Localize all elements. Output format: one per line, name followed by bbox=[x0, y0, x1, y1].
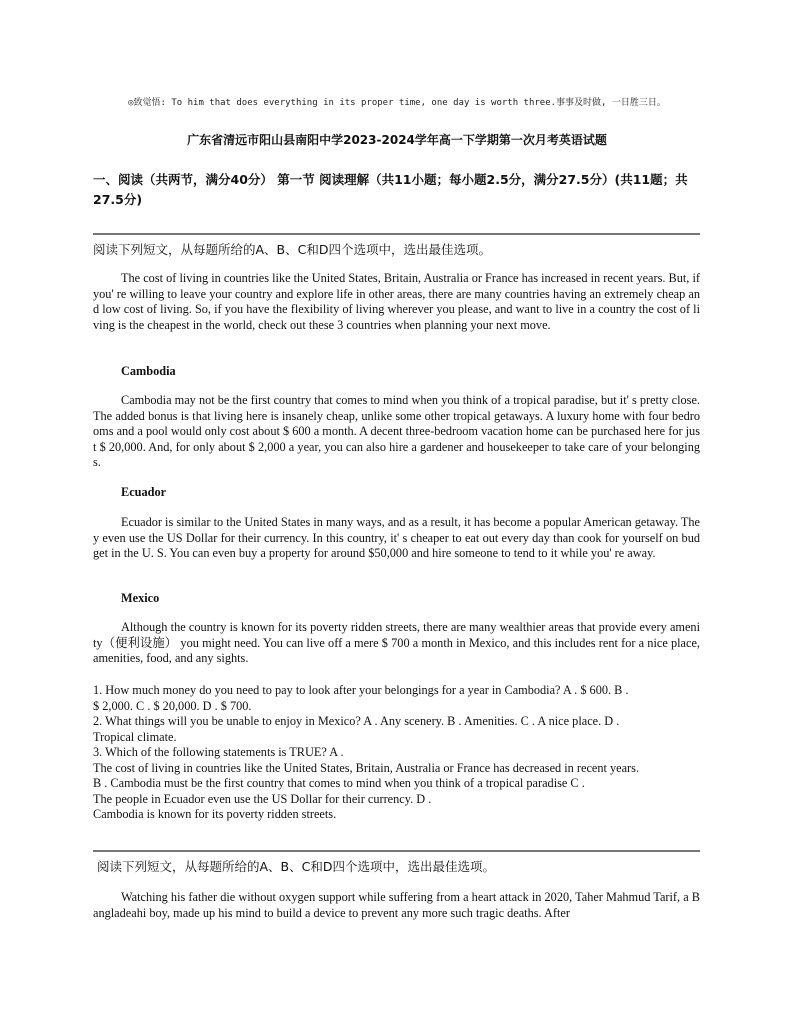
ecuador-heading: Ecuador bbox=[121, 485, 167, 499]
cambodia-paragraph: Cambodia may not be the first country that comes to mind when you think of a tropical paradise, but it' s pretty close. The added bonus is that living here is insanely cheap, unlike some other tropical getaways. A luxury home with four bedrooms and a pool would only cost about $ 600 a month. A decent three-bedroom vacation home can be purchased here for just $ 20,000. And, for only about $ 2,000 a year, you can also hire a gardener and housekeeper to take care of your belongings. bbox=[93, 393, 700, 469]
ecuador-paragraph: Ecuador is similar to the United States in many ways, and as a result, it has become a popular American getaway. They even use the US Dollar for their currency. In this country, it' s cheaper to eat out every day than cook for yourself on budget in the U. S. You can even buy a property for around $50,000 and hire someone to tend to it while you' re away. bbox=[93, 515, 700, 560]
question-line: Cambodia is known for its poverty ridden streets. bbox=[93, 807, 337, 821]
passage2-intro: Watching his father die without oxygen support while suffering from a heart attack in 2020, Taher Mahmud Tarif, a Bangladeahi boy, made up his mind to build a device to prevent any more such tragic deaths. After bbox=[93, 890, 700, 920]
question-line: 2. What things will you be unable to enjoy in Mexico? A . Any scenery. B . Amenities. C . A nice place. D . bbox=[93, 714, 620, 728]
question-line: Tropical climate. bbox=[93, 729, 177, 744]
divider bbox=[93, 850, 700, 852]
motto: ◎致觉悟: To him that does everything in its proper time, one day is worth three.事事及时做, 一日胜三日。 bbox=[128, 98, 666, 108]
passage1-instruction: 阅读下列短文，从每题所给的A、B、C和D四个选项中，选出最佳选项。 bbox=[93, 242, 491, 257]
passage2-instruction: 阅读下列短文，从每题所给的A、B、C和D四个选项中，选出最佳选项。 bbox=[97, 859, 495, 874]
question-line: The cost of living in countries like the United States, Britain, Australia or France has decreased in recent years. bbox=[93, 760, 640, 775]
divider bbox=[93, 233, 700, 235]
question-line: B . Cambodia must be the first country that comes to mind when you think of a tropical paradise C . bbox=[93, 776, 585, 790]
mexico-heading: Mexico bbox=[121, 591, 160, 605]
question-line: 1. How much money do you need to pay to look after your belongings for a year in Cambodia? A . $ 600. B . bbox=[93, 683, 629, 697]
question-line: The people in Ecuador even use the US Dollar for their currency. D . bbox=[93, 791, 432, 806]
question-line: 3. Which of the following statements is TRUE? A . bbox=[93, 745, 344, 759]
page-title: 广东省清远市阳山县南阳中学2023-2024学年高一下学期第一次月考英语试题 bbox=[187, 133, 607, 147]
cambodia-heading: Cambodia bbox=[121, 364, 176, 378]
section-heading: 一、阅读（共两节，满分40分） 第一节 阅读理解（共11小题；每小题2.5分，满分27.5分）(共11题；共27.5分) bbox=[93, 172, 688, 207]
question-line: $ 2,000. C . $ 20,000. D . $ 700. bbox=[93, 698, 252, 713]
mexico-paragraph: Although the country is known for its poverty ridden streets, there are many wealthier areas that provide every amenity（便利设施） you might need. You can live off a mere $ 700 a month in Mexico, and this includes rent for a nice place, amenities, food, and any sights. bbox=[93, 620, 700, 665]
passage1-intro: The cost of living in countries like the United States, Britain, Australia or France has increased in recent years. But, if you' re willing to leave your country and explore life in other areas, there are many countries having an extremely cheap and low cost of living. So, if you have the flexibility of living wherever you please, and want to live in a country the cost of living is the cheapest in the world, check out these 3 countries when planning your next move. bbox=[93, 271, 700, 332]
question-list bbox=[93, 683, 703, 823]
